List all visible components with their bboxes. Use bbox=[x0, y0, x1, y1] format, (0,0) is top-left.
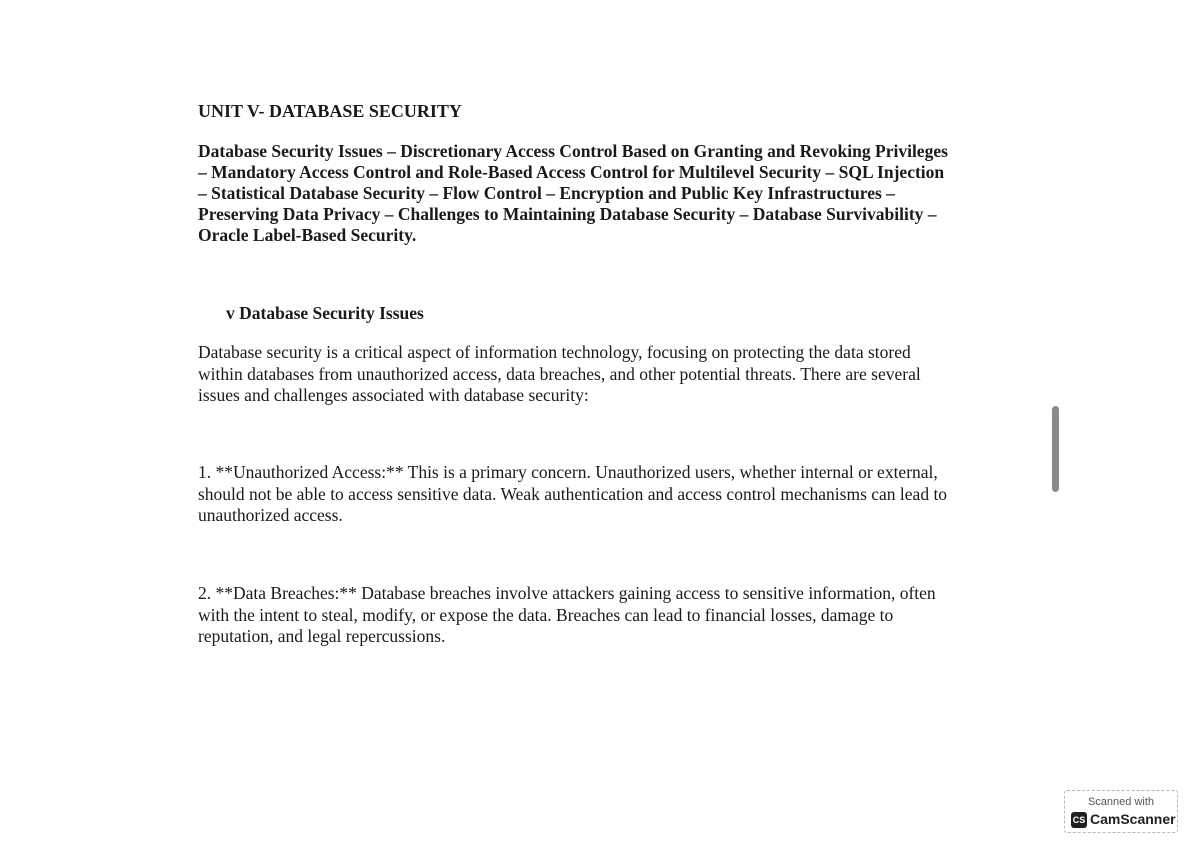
paragraph-line: 1. **Unauthorized Access:** This is a primary concern. Unauthorized users, whether internal or external, bbox=[198, 462, 938, 482]
section-heading: v Database Security Issues bbox=[226, 303, 424, 323]
syllabus-line: – Mandatory Access Control and Role-Based Access Control for Multilevel Security – SQL Injection bbox=[198, 162, 945, 182]
camscanner-watermark bbox=[1064, 790, 1178, 833]
syllabus-line: – Statistical Database Security – Flow Control – Encryption and Public Key Infrastructures – bbox=[198, 183, 895, 203]
watermark-caption: Scanned with bbox=[1087, 796, 1155, 808]
scrollbar-thumb[interactable] bbox=[1052, 406, 1059, 492]
syllabus-line: Preserving Data Privacy – Challenges to Maintaining Database Security – Database Survivability – bbox=[198, 204, 937, 224]
paragraph-line: 2. **Data Breaches:** Database breaches involve attackers gaining access to sensitive information, often bbox=[198, 583, 936, 603]
syllabus-topics bbox=[198, 141, 998, 246]
unit-title: UNIT V- DATABASE SECURITY bbox=[198, 101, 462, 121]
list-item-unauthorized-access bbox=[198, 462, 947, 527]
syllabus-line: Oracle Label-Based Security. bbox=[198, 225, 417, 245]
camscanner-logo-icon: CS bbox=[1071, 812, 1087, 828]
intro-paragraph bbox=[198, 342, 921, 407]
paragraph-line: within databases from unauthorized access, data breaches, and other potential threats. There are several bbox=[198, 363, 921, 384]
paragraph-line: should not be able to access sensitive data. Weak authentication and access control mechanisms can lead to bbox=[198, 483, 948, 504]
syllabus-line: Database Security Issues – Discretionary Access Control Based on Granting and Revoking Privileges bbox=[198, 141, 948, 161]
paragraph-line: reputation, and legal repercussions. bbox=[198, 626, 446, 646]
paragraph-line: Database security is a critical aspect of information technology, focusing on protecting the data stored bbox=[198, 342, 911, 362]
paragraph-line: unauthorized access. bbox=[198, 505, 343, 525]
list-item-data-breaches bbox=[198, 583, 936, 648]
watermark-brand: CamScanner bbox=[1090, 811, 1176, 827]
paragraph-line: with the intent to steal, modify, or expose the data. Breaches can lead to financial losses, damage to bbox=[198, 604, 894, 625]
paragraph-line: issues and challenges associated with database security: bbox=[198, 385, 589, 405]
